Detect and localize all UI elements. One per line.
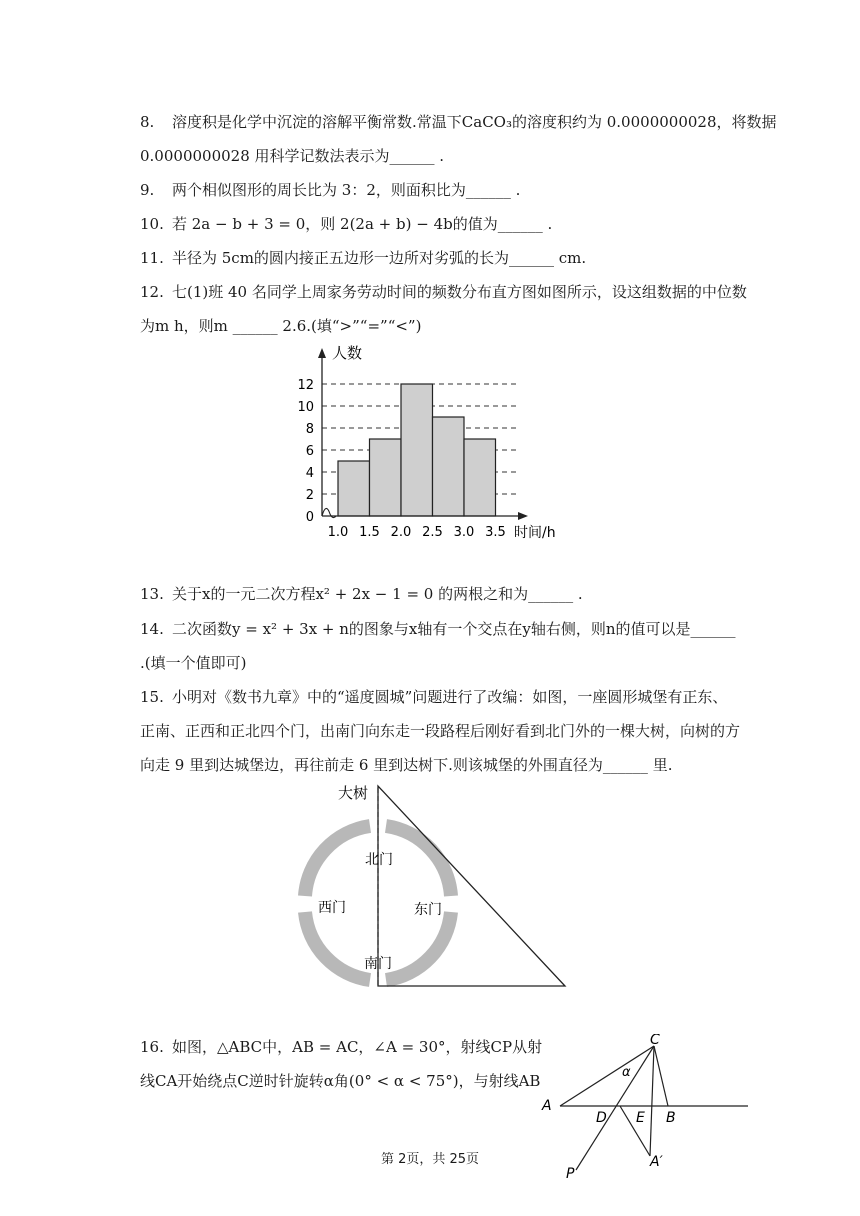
point-a-prime-label: A′ [650, 1154, 663, 1170]
question-16-line-1 [140, 1037, 542, 1057]
wall-arc-sw [305, 912, 370, 980]
point-b-label: B [666, 1110, 676, 1126]
question-8-line-2: 0.0000000028 用科学记数法表示为______ . [140, 147, 445, 165]
question-10 [140, 214, 552, 234]
point-d-label: D [596, 1110, 607, 1126]
question-number: 13. [140, 585, 164, 603]
x-axis-label: 时间/h [514, 525, 556, 541]
wall-arc-se [386, 912, 451, 980]
x-axis-arrow [518, 512, 528, 520]
histogram-figure [282, 340, 582, 550]
question-13 [140, 584, 583, 604]
question-15-line-3: 向走 9 里到达城堡边，再往前走 6 里到达树下.则该城堡的外围直径为______ 里. [140, 756, 673, 774]
y-axis-arrow [318, 348, 326, 358]
question-text: 小明对《数书九章》中的“遥度圆城”问题进行了改编：如图，一座圆形城堡有正东、 [172, 688, 728, 706]
question-text: 关于x的一元二次方程x² + 2x − 1 = 0 的两根之和为______ . [172, 585, 583, 603]
point-a-label: A [542, 1098, 552, 1114]
question-14-line-1 [140, 619, 736, 639]
point-c-label: C [650, 1034, 660, 1048]
question-15-line-1 [140, 687, 727, 707]
histogram-bar [433, 417, 465, 516]
point-p-label: P [566, 1166, 575, 1182]
segment-ca [560, 1046, 654, 1106]
question-8-line-1 [140, 112, 777, 132]
question-text: 半径为 5cm的圆内接正五边形一边所对劣弧的长为______ cm. [172, 249, 587, 267]
question-text: 溶度积是化学中沉淀的溶解平衡常数.常温下CaCO₃的溶度积约为 0.0000000028，将数据 [172, 113, 777, 131]
question-number: 10. [140, 215, 164, 233]
question-number: 12. [140, 283, 164, 301]
question-16-line-2: 线CA开始绕点C逆时针旋转α角(0° < α < 75°)，与射线AB [140, 1072, 541, 1090]
segment-cb [654, 1046, 668, 1106]
alpha-label: α [622, 1065, 631, 1080]
histogram-bar [338, 461, 370, 516]
x-tick-label: 3.5 [485, 525, 506, 540]
question-text: 两个相似图形的周长比为 3：2，则面积比为______ . [172, 181, 521, 199]
y-axis-label: 人数 [332, 344, 363, 362]
north-gate-label: 北门 [365, 852, 393, 868]
question-number: 16. [140, 1038, 164, 1056]
question-text: 如图，△ABC中，AB = AC，∠A = 30°，射线CP从射 [172, 1038, 543, 1056]
west-gate-label: 西门 [318, 900, 346, 916]
x-tick-label: 1.0 [327, 525, 349, 540]
castle-figure [290, 778, 580, 1000]
sight-line-triangle [378, 786, 565, 986]
question-text: 七(1)班 40 名同学上周家务劳动时间的频数分布直方图如图所示，设这组数据的中位数 [172, 283, 747, 301]
question-number: 15. [140, 688, 164, 706]
wall-arc-nw [305, 826, 370, 896]
question-text: 二次函数y = x² + 3x + n的图象与x轴有一个交点在y轴右侧，则n的值可以是______ [172, 620, 736, 638]
question-15-line-2: 正南、正西和正北四个门，出南门向东走一段路程后刚好看到北门外的一棵大树，向树的方 [140, 722, 741, 740]
y-tick-label: 10 [297, 400, 314, 415]
histogram-bar [464, 439, 496, 516]
question-number: 14. [140, 620, 164, 638]
question-12-line-1 [140, 282, 747, 302]
east-gate-label: 东门 [414, 902, 442, 918]
y-tick-label: 0 [305, 510, 314, 525]
segment-ca-prime [650, 1046, 654, 1156]
question-number: 8. [140, 113, 155, 131]
question-number: 11. [140, 249, 164, 267]
x-tick-label: 2.5 [422, 525, 443, 540]
x-tick-label: 2.0 [390, 525, 412, 540]
question-9 [140, 180, 520, 200]
page-footer: 第 2页，共 25页 [380, 1152, 480, 1167]
histogram-bar [370, 439, 402, 516]
y-tick-label: 6 [305, 444, 314, 459]
wall-arc-ne [386, 826, 451, 896]
x-tick-label: 3.0 [453, 525, 475, 540]
question-number: 9. [140, 181, 155, 199]
histogram-bar [401, 384, 433, 516]
south-gate-label: 南门 [364, 956, 392, 972]
y-tick-label: 2 [305, 488, 314, 503]
point-e-label: E [636, 1110, 645, 1126]
tree-label: 大树 [338, 784, 369, 802]
x-tick-label: 1.5 [359, 525, 380, 540]
question-14-line-2: .(填一个值即可) [140, 654, 247, 672]
y-tick-label: 4 [305, 466, 314, 481]
y-tick-label: 12 [297, 378, 314, 393]
question-12-line-2: 为m h，则m ______ 2.6.(填“>”“=”“<”) [140, 317, 422, 335]
question-text: 若 2a − b + 3 = 0，则 2(2a + b) − 4b的值为______ . [172, 215, 553, 233]
question-11 [140, 248, 586, 268]
y-tick-label: 8 [305, 422, 314, 437]
